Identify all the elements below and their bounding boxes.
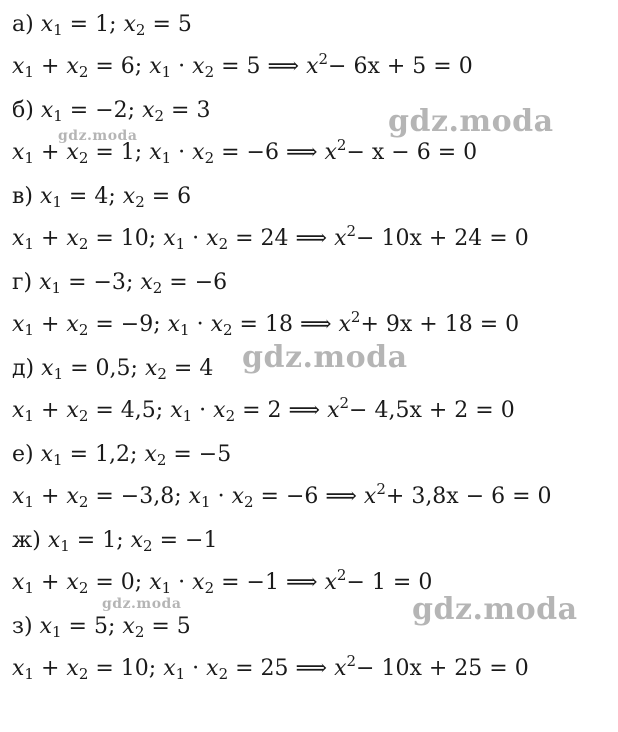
equation-rest: − 1 = 0 [346,570,433,595]
roots-product: −6 [246,140,279,165]
root-1: 1,2 [95,442,130,467]
equation-rest: − 10x + 25 = 0 [356,656,529,681]
root-1: 0,5 [95,356,131,381]
item-label: в) [12,184,33,209]
root-2: 5 [177,12,192,37]
root-2: 4 [199,356,214,381]
equation-rest: − 10x + 24 = 0 [356,226,529,251]
item-label: а) [12,12,34,37]
equation-exponent: 2 [339,394,350,412]
item-label: е) [12,442,34,467]
root-2: −5 [198,442,232,467]
roots-sum: 0 [120,570,135,595]
roots-line: б) $x_1 = -2$; $x_2 = 3$ [12,98,211,125]
roots-sum: 1 [120,140,135,165]
equation-variable: x [306,54,319,79]
roots-product: −6 [285,484,319,509]
equation-exponent: 2 [346,222,357,240]
root-1: −2 [95,98,128,123]
roots-product: 25 [260,656,289,681]
roots-product: 24 [260,226,289,251]
equation-exponent: 2 [318,50,329,68]
equation-exponent: 2 [350,308,361,326]
roots-product: 5 [246,54,261,79]
root-2: −1 [185,528,218,553]
roots-line: е) $x_1 = 1,2$; $x_2 = -5$ [12,442,232,469]
roots-line: ж) $x_1 = 1$; $x_2 = -1$ [12,528,218,555]
root-1: 5 [93,614,108,639]
equation-variable: x [324,570,337,595]
roots-product: 18 [264,312,293,337]
item-label: ж) [12,528,41,553]
roots-line: а) $x_1 = 1$; $x_2 = 5$ [12,12,192,39]
roots-sum: 6 [120,54,135,79]
roots-sum: −9 [120,312,154,337]
vieta-line: $x_1 + x_2 = 10$; $x_1 \cdot x_2 = 25$ ⟹ $x^2- 10x + 25 = 0$ [12,652,529,683]
root-1: 4 [94,184,109,209]
equation-rest: + 3,8x − 6 = 0 [385,484,552,509]
equation-exponent: 2 [336,566,347,584]
watermark: gdz.moda [412,592,578,627]
roots-sum: 10 [120,656,149,681]
vieta-line: $x_1 + x_2 = -3,8$; $x_1 \cdot x_2 = -6$ ⟹ $x^2+ 3,8x - 6 = 0$ [12,480,552,511]
root-2: 3 [196,98,211,123]
root-2: 5 [176,614,191,639]
equation-rest: − 4,5x + 2 = 0 [349,398,515,423]
vieta-line: $x_1 + x_2 = 4,5$; $x_1 \cdot x_2 = 2$ ⟹ $x^2- 4,5x + 2 = 0$ [12,394,515,425]
equation-variable: x [327,398,340,423]
equation-rest: + 9x + 18 = 0 [360,312,520,337]
roots-sum: 10 [120,226,149,251]
vieta-line: $x_1 + x_2 = 10$; $x_1 \cdot x_2 = 24$ ⟹ $x^2- 10x + 24 = 0$ [12,222,529,253]
roots-sum: 4,5 [120,398,156,423]
vieta-line: $x_1 + x_2 = 0$; $x_1 \cdot x_2 = -1$ ⟹ $x^2- 1 = 0$ [12,566,433,597]
equation-variable: x [334,226,347,251]
root-1: 1 [102,528,117,553]
item-label: д) [12,356,35,381]
root-1: 1 [95,12,110,37]
item-label: г) [12,270,33,295]
vieta-line: $x_1 + x_2 = 6$; $x_1 \cdot x_2 = 5$ ⟹ $x^2- 6x + 5 = 0$ [12,50,473,81]
roots-sum: −3,8 [120,484,175,509]
equation-rest: − x − 6 = 0 [346,140,478,165]
equation-variable: x [363,484,377,509]
vieta-line: $x_1 + x_2 = 1$; $x_1 \cdot x_2 = -6$ ⟹ $x^2- x - 6 = 0$ [12,136,478,167]
root-1: −3 [93,270,126,295]
equation-variable: x [324,140,337,165]
equation-variable: x [334,656,347,681]
watermark: gdz.moda [388,104,554,139]
roots-product: −1 [246,570,279,595]
roots-line: д) $x_1 = 0,5$; $x_2 = 4$ [12,356,214,383]
equation-exponent: 2 [346,652,357,670]
equation-exponent: 2 [376,480,386,498]
item-label: б) [12,98,34,123]
watermark: gdz.moda [58,128,138,144]
item-label: з) [12,614,33,639]
equation-rest: − 6x + 5 = 0 [328,54,473,79]
root-2: −6 [194,270,228,295]
roots-line: з) $x_1 = 5$; $x_2 = 5$ [12,614,191,641]
roots-line: в) $x_1 = 4$; $x_2 = 6$ [12,184,192,211]
watermark: gdz.moda [242,340,408,375]
watermark: gdz.moda [102,596,182,612]
equation-exponent: 2 [336,136,347,154]
vieta-line: $x_1 + x_2 = -9$; $x_1 \cdot x_2 = 18$ ⟹ $x^2+ 9x + 18 = 0$ [12,308,520,339]
root-2: 6 [177,184,192,209]
roots-line: г) $x_1 = -3$; $x_2 = -6$ [12,270,228,297]
equation-variable: x [338,312,351,337]
roots-product: 2 [267,398,282,423]
